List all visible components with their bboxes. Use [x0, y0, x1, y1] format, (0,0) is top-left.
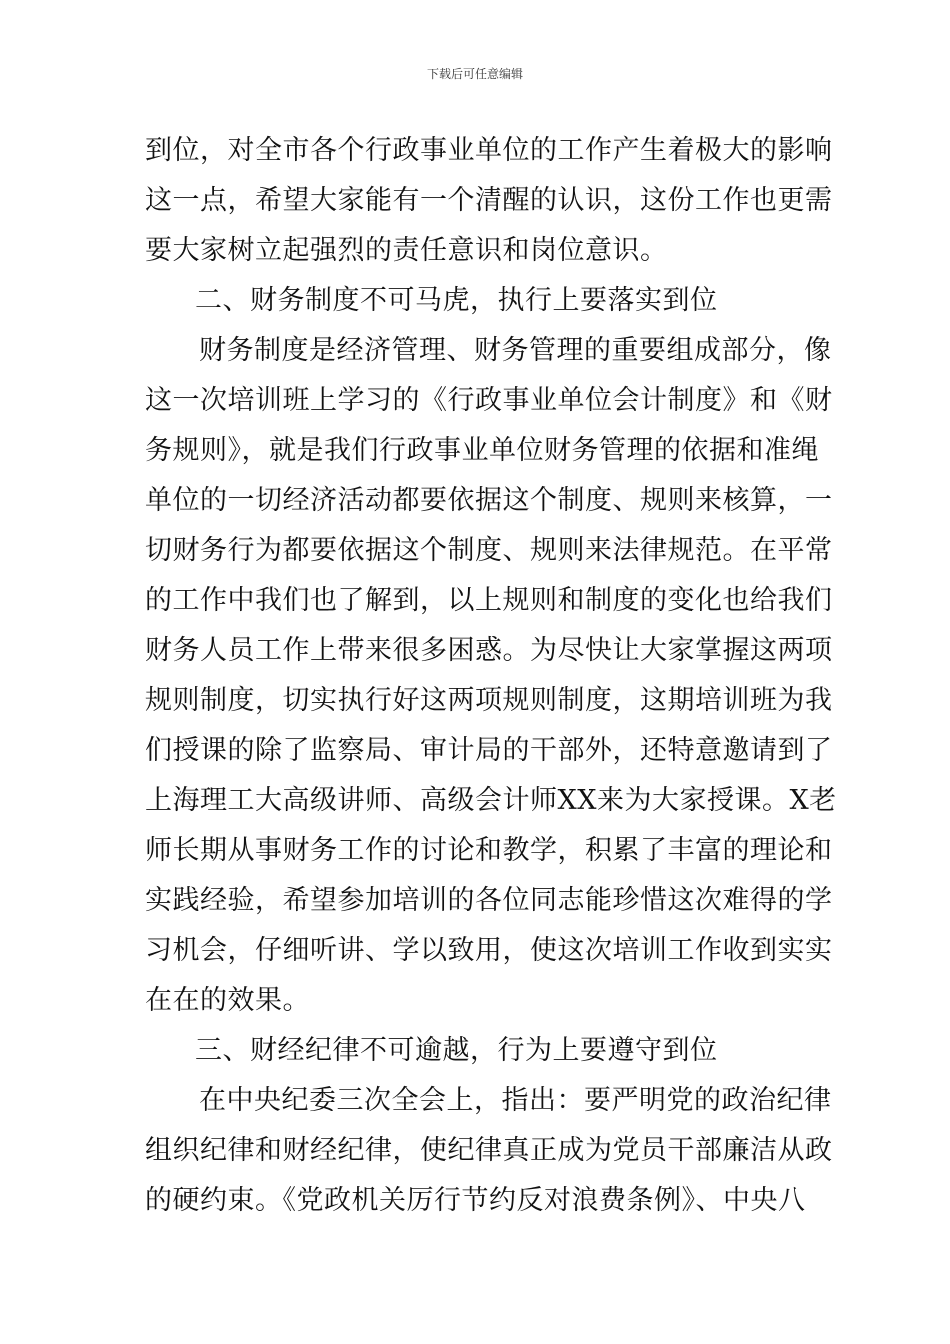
paragraph-first-line: 在中央纪委三次全会上，指出：要严明党的政治纪律 [199, 1085, 832, 1116]
text-line: 实践经验，希望参加培训的各位同志能珍惜这次难得的学 [145, 885, 833, 916]
text-line: 习机会，仔细听讲、学以致用，使这次培训工作收到实实 [145, 935, 833, 966]
text-line: 们授课的除了监察局、审计局的干部外，还特意邀请到了 [145, 735, 833, 766]
paragraph-first-line: 财务制度是经济管理、财务管理的重要组成部分，像 [199, 335, 832, 366]
text-line: 师长期从事财务工作的讨论和教学，积累了丰富的理论和 [145, 835, 833, 866]
section-heading: 二、财务制度不可马虎，执行上要落实到位 [195, 285, 718, 316]
text-line: 务规则》，就是我们行政事业单位财务管理的依据和准绳 [145, 435, 819, 466]
text-line: 这一点，希望大家能有一个清醒的认识，这份工作也更需 [145, 185, 833, 216]
text-line: 要大家树立起强烈的责任意识和岗位意识。 [145, 235, 668, 266]
section-heading: 三、财经纪律不可逾越，行为上要遵守到位 [195, 1035, 718, 1066]
text-line: 组织纪律和财经纪律，使纪律真正成为党员干部廉洁从政 [145, 1135, 833, 1166]
text-line: 的硬约束。《党政机关厉行节约反对浪费条例》、中央八 [145, 1185, 806, 1216]
text-line: 的工作中我们也了解到，以上规则和制度的变化也给我们 [145, 585, 833, 616]
text-line: 在在的效果。 [145, 985, 310, 1016]
text-line: 这一次培训班上学习的《行政事业单位会计制度》和《财 [145, 385, 833, 416]
text-line: 上海理工大高级讲师、高级会计师XX来为大家授课。X老 [145, 785, 837, 816]
text-line: 规则制度，切实执行好这两项规则制度，这期培训班为我 [145, 685, 833, 716]
text-line: 到位，对全市各个行政事业单位的工作产生着极大的影响 [145, 135, 833, 166]
text-line: 单位的一切经济活动都要依据这个制度、规则来核算，一 [145, 485, 833, 516]
text-line: 切财务行为都要依据这个制度、规则来法律规范。在平常 [145, 535, 833, 566]
text-line: 财务人员工作上带来很多困惑。为尽快让大家掌握这两项 [145, 635, 833, 666]
page-header: 下载后可任意编辑 [426, 67, 523, 81]
